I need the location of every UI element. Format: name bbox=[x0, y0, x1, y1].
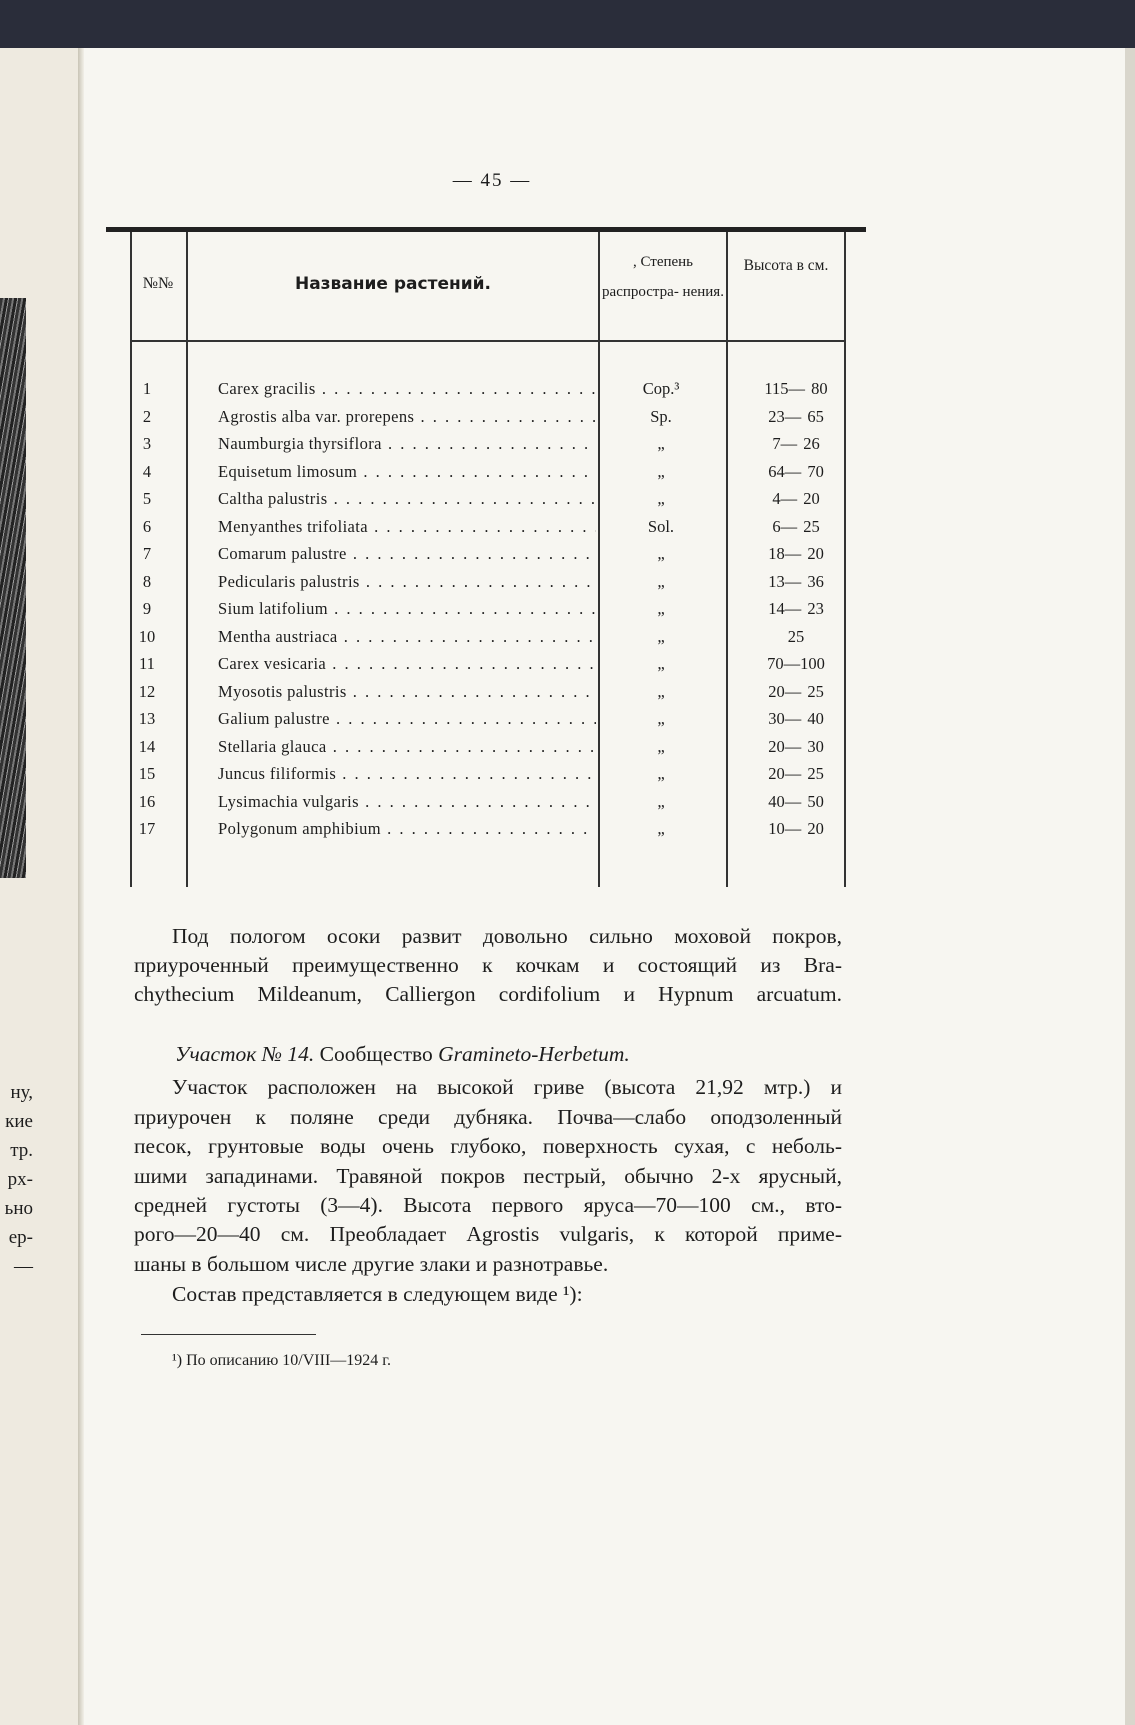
row-number: 1 bbox=[142, 379, 152, 398]
plant-height: 40— 50 bbox=[768, 791, 824, 811]
table-row bbox=[106, 375, 866, 402]
table-row bbox=[106, 595, 866, 622]
distribution-degree: „ bbox=[657, 654, 665, 673]
table-row bbox=[106, 815, 866, 842]
distribution-degree: Cop.³ bbox=[642, 379, 680, 398]
plant-name: Mentha austriaca . . . bbox=[218, 623, 596, 650]
table-top-rule bbox=[106, 227, 866, 232]
table-row bbox=[106, 705, 866, 732]
plant-name: Stellaria glauca . . . bbox=[218, 733, 596, 760]
paragraph-line: Под пологом осоки развит довольно сильно моховой покров, bbox=[172, 924, 842, 948]
table-row bbox=[106, 403, 866, 430]
row-number: 6 bbox=[142, 516, 152, 536]
text-fragment: кие bbox=[5, 1111, 33, 1132]
section-community-word: Сообщество bbox=[319, 1042, 433, 1066]
table-row bbox=[106, 733, 866, 760]
plant-name: Menyanthes trifoliata . . . bbox=[218, 513, 596, 540]
text-fragment: ер- bbox=[8, 1227, 33, 1248]
row-number: 14 bbox=[138, 736, 156, 756]
row-number: 8 bbox=[142, 571, 152, 591]
header-number: №№ bbox=[142, 275, 174, 292]
text-fragment: ну, bbox=[10, 1082, 33, 1103]
plant-name: Myosotis palustris . . . bbox=[218, 678, 596, 705]
page-number: — 45 — bbox=[452, 170, 532, 191]
distribution-degree: „ bbox=[657, 571, 665, 591]
distribution-degree: „ bbox=[657, 819, 665, 838]
section-heading bbox=[175, 1039, 630, 1069]
table-row bbox=[106, 568, 866, 595]
plant-name: Carex gracilis . . . bbox=[218, 375, 596, 402]
plant-name: Polygonum amphibium . . . bbox=[218, 815, 596, 842]
header-height: Высота в см. bbox=[743, 257, 829, 274]
table-row bbox=[106, 788, 866, 815]
row-number: 7 bbox=[142, 544, 152, 563]
plant-name: Sium latifolium . . . bbox=[218, 595, 596, 622]
plant-height: 4— 20 bbox=[772, 489, 820, 508]
plant-height: 70—100 bbox=[767, 654, 825, 673]
row-number: 10 bbox=[138, 626, 156, 646]
paragraph-line: chythecium Mildeanum, Calliergon cordifolium и Hypnum arcuatum. bbox=[134, 982, 842, 1006]
plant-height: 13— 36 bbox=[768, 571, 824, 591]
header-name: Название растений. bbox=[294, 274, 492, 294]
text-fragment: ьно bbox=[4, 1198, 33, 1219]
page-right-edge bbox=[1125, 48, 1135, 1725]
plant-height: 18— 20 bbox=[768, 544, 824, 563]
plant-height: 10— 20 bbox=[768, 819, 824, 838]
distribution-degree: „ bbox=[657, 681, 665, 701]
plant-height: 20— 25 bbox=[768, 764, 824, 783]
plant-height: 14— 23 bbox=[768, 599, 824, 618]
row-number: 5 bbox=[142, 489, 152, 508]
paragraph-line: Участок расположен на высокой гриве (высота 21,92 мтр.) и bbox=[172, 1075, 842, 1099]
distribution-degree: „ bbox=[657, 599, 665, 618]
adjacent-page-photo bbox=[0, 298, 26, 878]
plant-height: 20— 30 bbox=[768, 736, 824, 756]
plant-name: Naumburgia thyrsiflora . . . bbox=[218, 430, 596, 457]
plant-height: 115— 80 bbox=[764, 379, 828, 398]
row-number: 11 bbox=[139, 654, 155, 673]
table-row bbox=[106, 458, 866, 485]
adjacent-page bbox=[0, 48, 78, 1725]
distribution-degree: „ bbox=[657, 736, 665, 756]
distribution-degree: „ bbox=[657, 461, 665, 481]
row-number: 17 bbox=[138, 819, 156, 838]
distribution-degree: „ bbox=[657, 434, 665, 453]
plant-height: 20— 25 bbox=[768, 681, 824, 701]
distribution-degree: „ bbox=[657, 709, 665, 728]
paragraph-line: Состав представляется в следующем виде ¹): bbox=[172, 1282, 583, 1306]
row-number: 9 bbox=[142, 599, 152, 618]
paragraph-line: рого—20—40 см. Преобладает Agrostis vulgaris, к которой приме- bbox=[134, 1222, 842, 1246]
plant-name: Equisetum limosum . . . bbox=[218, 458, 596, 485]
paragraph-line: приуроченный преимущественно к кочкам и состоящий из Bra- bbox=[134, 953, 842, 977]
text-fragment: — bbox=[14, 1256, 33, 1277]
table-row bbox=[106, 678, 866, 705]
plant-name: Lysimachia vulgaris . . . bbox=[218, 788, 596, 815]
table-row bbox=[106, 485, 866, 512]
adjacent-page-text bbox=[0, 1078, 33, 1281]
paragraph-line: шаны в большом числе другие злаки и разнотравье. bbox=[134, 1252, 609, 1276]
distribution-degree: „ bbox=[657, 626, 665, 646]
plant-name: Pedicularis palustris . . . bbox=[218, 568, 596, 595]
paragraph-line: средней густоты (3—4). Высота первого яруса—70—100 см., вто- bbox=[134, 1193, 842, 1217]
row-number: 3 bbox=[142, 434, 152, 453]
plant-name: Galium palustre . . . bbox=[218, 705, 596, 732]
row-number: 2 bbox=[142, 406, 152, 426]
plant-height: 23— 65 bbox=[768, 406, 824, 426]
table-header-rule bbox=[130, 340, 845, 342]
distribution-degree: Sol. bbox=[647, 516, 675, 536]
text-fragment: рх- bbox=[7, 1169, 33, 1190]
section-label: Участок № 14. bbox=[175, 1042, 315, 1066]
table-row bbox=[106, 760, 866, 787]
header-degree: , Степень распростра- нения. bbox=[602, 254, 724, 300]
plant-name: Agrostis alba var. prorepens . . . bbox=[218, 403, 596, 430]
table-row bbox=[106, 650, 866, 677]
footnote: ¹) По описанию 10/VIII—1924 г. bbox=[172, 1352, 392, 1369]
plant-height: 30— 40 bbox=[768, 709, 824, 728]
table-row bbox=[106, 513, 866, 540]
table-row bbox=[106, 540, 866, 567]
distribution-degree: „ bbox=[657, 791, 665, 811]
plant-height: 64— 70 bbox=[768, 461, 824, 481]
footnote-rule bbox=[141, 1334, 316, 1335]
row-number: 12 bbox=[138, 681, 156, 701]
plant-name: Carex vesicaria . . . bbox=[218, 650, 596, 677]
plant-height: 25 bbox=[787, 626, 805, 646]
plant-height: 6— 25 bbox=[772, 516, 820, 536]
row-number: 16 bbox=[138, 791, 156, 811]
plant-name: Comarum palustre . . . bbox=[218, 540, 596, 567]
text-fragment: тр. bbox=[10, 1140, 33, 1161]
row-number: 13 bbox=[138, 709, 156, 728]
row-number: 15 bbox=[138, 764, 156, 783]
paragraph-line: шими западинами. Травяной покров пестрый, обычно 2-х ярусный, bbox=[134, 1164, 842, 1188]
plant-table bbox=[106, 227, 866, 887]
distribution-degree: „ bbox=[657, 489, 665, 508]
distribution-degree: „ bbox=[657, 544, 665, 563]
plant-name: Juncus filiformis . . . bbox=[218, 760, 596, 787]
plant-height: 7— 26 bbox=[772, 434, 820, 453]
paragraph-line: песок, грунтовые воды очень глубоко, поверхность сухая, с неболь- bbox=[134, 1134, 842, 1158]
distribution-degree: Sp. bbox=[650, 406, 672, 426]
plant-name: Caltha palustris . . . bbox=[218, 485, 596, 512]
paragraph-line: приурочен к поляне среди дубняка. Почва—слабо оподзоленный bbox=[134, 1105, 842, 1129]
distribution-degree: „ bbox=[657, 764, 665, 783]
section-community-name: Gramineto-Herbetum. bbox=[438, 1042, 630, 1066]
table-row bbox=[106, 623, 866, 650]
row-number: 4 bbox=[142, 461, 152, 481]
table-row bbox=[106, 430, 866, 457]
